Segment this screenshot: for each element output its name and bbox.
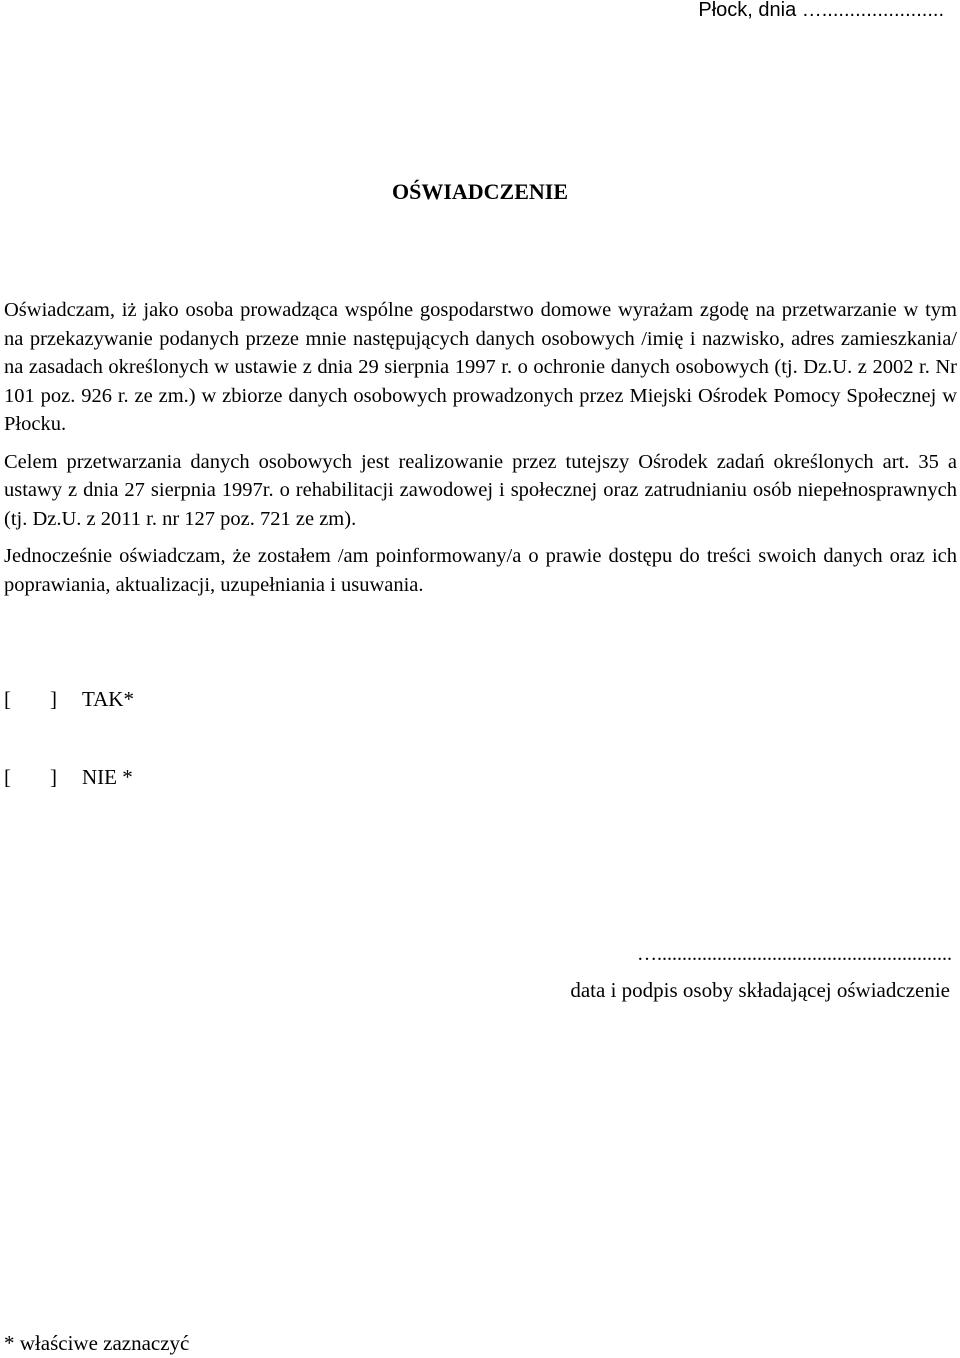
rights-paragraph: Jednocześnie oświadczam, że zostałem /am poinformowany/a o prawie dostępu do treści swoich danych oraz ich poprawiania, aktualizacji, uzupełniania i usuwania. [4,545,957,596]
purpose-paragraph: Celem przetwarzania danych osobowych jest realizowanie przez tutejszy Ośrodek zadań określonych art. 35 a ustawy z dnia 27 sierpnia 1997r. o rehabilitacji zawodowej i społecznej oraz zatrudnianiu osób niepełnosprawnych (tj. Dz.U. z 2011 r. nr 127 poz. 721 ze zm). [4,450,957,530]
option-no-label: NIE * [82,765,133,789]
option-no-checkbox-close[interactable]: ] [50,765,57,789]
option-yes-label: TAK* [82,687,134,711]
option-yes-checkbox-open[interactable]: [ [4,687,11,711]
option-yes[interactable] [4,684,134,714]
consent-paragraph: Oświadczam, iż jako osoba prowadząca wspólne gospodarstwo domowe wyrażam zgodę na przetwarzanie w tym na przekazywanie podanych przeze mnie następujących danych osobowych /imię i nazwisko, adres zamieszkania/ na zasadach określonych w ustawie z dnia 29 sierpnia 1997 r. o ochronie danych osobowych (tj. Dz.U. z 2002 r. Nr 101 poz. 926 r. ze zm.) w zbiorze danych osobowych prowadzonych przez Miejski Ośrodek Pomocy Społecznej w Płocku. [4,299,957,435]
option-yes-checkbox-close[interactable]: ] [50,687,57,711]
signature-caption: data i podpis osoby składającej oświadczenie [570,978,950,1002]
document-title: OŚWIADCZENIE [391,179,569,204]
option-no-checkbox-open[interactable]: [ [4,765,11,789]
place-date-line: Płock, dnia …...................... [698,0,944,21]
declaration-body [4,296,957,608]
footnote: * właściwe zaznaczyć [4,1331,190,1355]
option-no[interactable] [4,762,133,792]
signature-line[interactable]: …........................................................... [637,943,952,965]
